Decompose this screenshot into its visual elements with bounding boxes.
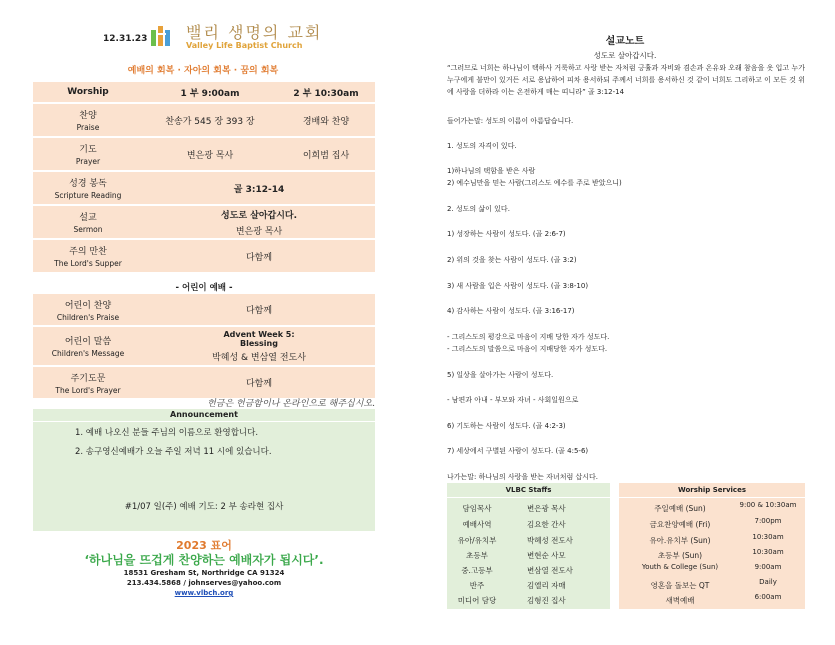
staff-role: 반주 [469, 581, 485, 590]
lords-prayer-value: 다함께 [143, 367, 375, 398]
announcement-divider [33, 421, 375, 422]
table-row [33, 206, 375, 238]
table-row [33, 367, 375, 398]
first-service-header: 1 부 9:00am [143, 82, 277, 102]
service-time: 6:00am [754, 593, 782, 601]
sermon-note-line: 1) 성장하는 사람이 성도다. (골 2:6-7) [447, 230, 566, 238]
sermon-note-line: 6) 기도하는 사람이 성도다. (골 4:2-3) [447, 422, 566, 430]
order-item-korean: 성경 봉독 [69, 179, 107, 189]
staff-role: 초등부 [466, 551, 488, 560]
church-theme: 예배의 회복 · 자아의 회복 · 꿈의 회복 [127, 66, 279, 76]
sermon-note-line: 3) 새 사람을 입은 사람이 성도다. (골 3:8-10) [447, 282, 589, 290]
worship-order-table [33, 80, 375, 274]
staff-name: 변현순 사모 [527, 551, 566, 560]
service-name: 영혼을 돌보는 QT [650, 581, 710, 590]
worship-header: Worship [33, 82, 143, 102]
staff-name: 변은광 목사 [527, 504, 566, 513]
service-time: 10:30am [752, 548, 784, 556]
offering-note: 헌금은 헌금함이나 온라인으로 해주십시오. [207, 399, 375, 409]
order-item-korean: 설교 [79, 213, 97, 223]
worship-services-box [619, 483, 805, 609]
sermon-scripture-text: “그러므로 너희는 하나님이 택하사 거룩하고 사랑 받는 자처럼 긍휼과 자비와 겸손과 온유와 오래 참음을 옷 입고 누가 누구에게 불만이 있거든 서로 용납하여 피차 용서하되 주께서 너희를 용서하신 것 같이 너희도 그리하고 이 모든 것 위에 사랑을 더하라 이는 온전하게 매는 띠니라” 골 3:12-14 [447, 64, 805, 96]
children-praise-value: 다함께 [143, 294, 375, 325]
order-item-english: The Lord's Supper [54, 259, 122, 268]
order-item-korean: 주의 만찬 [69, 247, 107, 257]
children-worship-heading: - 어린이 예배 - [175, 283, 233, 293]
order-item-english: Sermon [73, 225, 103, 234]
church-website-link[interactable]: www.vlbch.org [174, 589, 234, 597]
service-name: Youth & College (Sun) [641, 563, 719, 571]
order-item-english: The Lord's Prayer [55, 385, 121, 395]
table-row [33, 172, 375, 204]
service-name: 금요찬양예배 (Fri) [649, 520, 711, 529]
service-time: 9:00 & 10:30am [739, 501, 797, 509]
sermon-note-line: 1. 성도의 자격이 있다. [447, 142, 517, 150]
sermon-note-line: 5) 일상을 살아가는 사람이 성도다. [447, 371, 554, 379]
staff-name: 김엘리 자매 [527, 581, 566, 590]
service-time: 10:30am [752, 533, 784, 541]
scripture-reference: 골 3:12-14 [143, 172, 375, 204]
second-service-value: 경배와 찬양 [277, 104, 375, 136]
preacher-name: 변은광 목사 [235, 226, 283, 237]
year-motto: ‘하나님을 뜨겁게 찬양하는 예배자가 됩시다’. [84, 553, 324, 567]
announcement-title: Announcement [170, 410, 238, 419]
church-address: 18531 Gresham St, Northridge CA 91324 [123, 569, 285, 577]
staff-role: 중.고등부 [461, 566, 493, 575]
staff-role: 예배사역 [462, 520, 492, 529]
sermon-notes-subtitle: 성도로 살아갑시다. [593, 51, 657, 60]
order-item-korean: 기도 [79, 145, 97, 155]
children-message-subtitle: Blessing [240, 338, 278, 348]
table-row [33, 294, 375, 325]
staff-role: 담임목사 [462, 504, 492, 513]
sermon-notes-title: 설교노트 [605, 36, 645, 47]
order-item-english: Scripture Reading [54, 191, 122, 200]
children-worship-table [33, 292, 375, 400]
staff-name: 박혜성 전도사 [527, 536, 573, 545]
year-motto-label: 2023 표어 [176, 539, 232, 552]
staff-name: 변삼열 전도사 [527, 566, 573, 575]
announcement-item: 2. 송구영신예배가 오늘 주일 저녁 11 시에 있습니다. [75, 447, 272, 457]
staff-divider [447, 497, 610, 498]
table-row [33, 327, 375, 365]
table-row [33, 240, 375, 272]
sermon-note-line: 2. 성도의 삶이 있다. [447, 205, 510, 213]
service-name: 주일예배 (Sun) [654, 504, 706, 513]
children-message-title: Advent Week 5: [223, 329, 295, 339]
order-item-korean: 어린이 말씀 [64, 337, 112, 347]
bulletin-date: 12.31.23 [103, 34, 148, 44]
service-name: 초등부 (Sun) [657, 551, 703, 560]
services-divider [619, 497, 805, 498]
table-row [33, 104, 375, 136]
first-service-value: 찬송가 545 장 393 장 [143, 104, 277, 136]
order-item-english: Praise [76, 123, 100, 132]
service-time: 9:00am [754, 563, 782, 571]
order-item-korean: 주기도문 [70, 373, 106, 384]
church-logo-icon [150, 24, 172, 48]
church-name-english: Valley Life Baptist Church [186, 41, 303, 50]
worship-services-title: Worship Services [678, 486, 746, 494]
service-name: 새벽예배 [665, 596, 695, 605]
church-name-korean: 밸리 생명의 교회 [186, 23, 323, 42]
sermon-note-line: 2) 예수님만을 믿는 사람(그리스도 예수를 주로 받았으니) [447, 179, 622, 187]
table-row [33, 138, 375, 170]
church-contact: 213.434.5868 / johnserves@yahoo.com [126, 579, 282, 587]
sermon-note-line: 2) 위의 것을 찾는 사람이 성도다. (골 3:2) [447, 256, 577, 264]
staff-list-box [447, 483, 610, 609]
staff-role: 유아/유치부 [457, 536, 497, 545]
sermon-note-line: 나가는말: 하나님의 사랑을 받는 자녀처럼 삽시다. [447, 473, 598, 481]
sermon-note-line: 들어가는말: 성도의 이름이 아름답습니다. [447, 117, 574, 125]
sermon-note-line: - 그리스도의 말씀으로 마음이 지배당한 자가 성도다. [447, 345, 608, 353]
sermon-note-line: - 그리스도의 평강으로 마음이 지배 당한 자가 성도다. [447, 333, 610, 341]
staff-name: 김요한 간사 [527, 520, 566, 529]
order-item-korean: 어린이 찬양 [64, 300, 112, 311]
second-service-value: 이희범 집사 [277, 138, 375, 170]
service-time: Daily [759, 578, 777, 586]
sermon-note-line: 1)하나님의 택함을 받은 사람 [447, 167, 536, 175]
sermon-note-line: 7) 세상에서 구별된 사람이 성도다. (골 4:5-6) [447, 447, 589, 455]
sermon-note-line: 4) 감사하는 사람이 성도다. (골 3:16-17) [447, 307, 575, 315]
first-service-value: 변은광 목사 [143, 138, 277, 170]
staff-list-title: VLBC Staffs [505, 486, 552, 494]
second-service-header: 2 부 10:30am [277, 82, 375, 102]
order-item-korean: 찬양 [79, 111, 97, 121]
next-prayer-note: #1/07 일(주) 예배 기도: 2 부 송라현 집사 [124, 502, 284, 512]
staff-role: 미디어 담당 [457, 596, 497, 605]
order-item-english: Prayer [75, 157, 101, 166]
order-item-english: Children's Praise [56, 312, 120, 322]
sermon-title: 성도로 살아갑시다. [220, 210, 298, 221]
service-time: 7:00pm [754, 517, 782, 525]
order-item-english: Children's Message [51, 349, 125, 358]
service-name: 유아.유치부 (Sun) [649, 536, 711, 545]
staff-name: 김형진 집사 [527, 596, 566, 605]
announcement-item: 1. 예배 나오신 분들 주님의 이름으로 환영합니다. [75, 428, 259, 438]
sermon-note-line: - 남편과 아내 - 부모와 자녀 - 사회일원으로 [447, 396, 579, 404]
children-message-speaker: 박혜성 & 변삼열 전도사 [212, 352, 306, 363]
lords-supper-value: 다함께 [143, 240, 375, 272]
